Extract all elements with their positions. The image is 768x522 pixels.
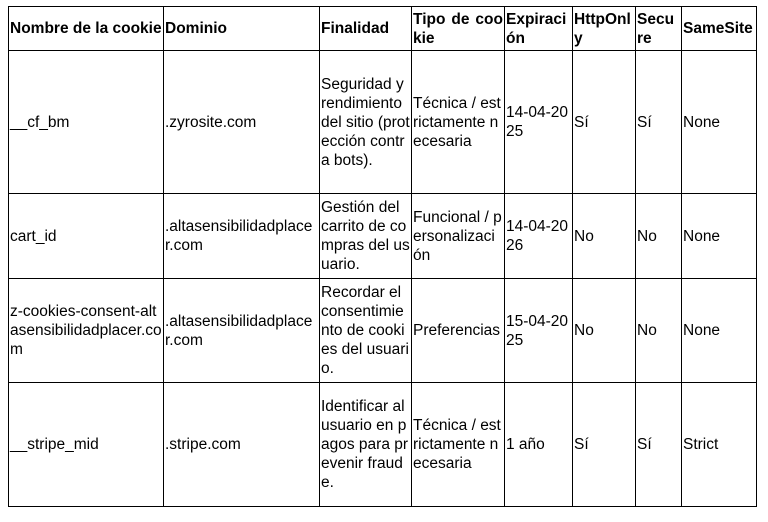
header-domain: Dominio xyxy=(164,7,320,51)
cell-purpose: Recordar el consentimiento de cookies del usuario. xyxy=(320,279,412,383)
cell-secure: No xyxy=(636,194,682,279)
header-cookie-name: Nombre de la cookie xyxy=(9,7,164,51)
table-header-row xyxy=(9,7,757,51)
table-row xyxy=(9,383,757,507)
cell-samesite: None xyxy=(682,279,757,383)
cell-cookie-name: z-cookies-consent-altasensibilidadplacer.com xyxy=(9,279,164,383)
header-expiration: Expiración xyxy=(505,7,573,51)
cell-expiration: 1 año xyxy=(505,383,573,507)
cell-domain: .zyrosite.com xyxy=(164,51,320,194)
cell-expiration: 14-04-2026 xyxy=(505,194,573,279)
cell-cookie-type: Técnica / estrictamente necesaria xyxy=(412,383,505,507)
header-samesite: SameSite xyxy=(682,7,757,51)
cell-domain: .stripe.com xyxy=(164,383,320,507)
cell-secure: No xyxy=(636,279,682,383)
cell-httponly: No xyxy=(573,194,636,279)
cell-cookie-name: __stripe_mid xyxy=(9,383,164,507)
cell-cookie-name: cart_id xyxy=(9,194,164,279)
cell-secure: Sí xyxy=(636,51,682,194)
cell-domain: .altasensibilidadplacer.com xyxy=(164,194,320,279)
cell-purpose: Gestión del carrito de compras del usuario. xyxy=(320,194,412,279)
header-purpose: Finalidad xyxy=(320,7,412,51)
table-row xyxy=(9,194,757,279)
cell-samesite: None xyxy=(682,51,757,194)
cell-cookie-name: __cf_bm xyxy=(9,51,164,194)
cell-expiration: 15-04-2025 xyxy=(505,279,573,383)
table-row xyxy=(9,51,757,194)
cell-samesite: None xyxy=(682,194,757,279)
cell-cookie-type: Preferencias xyxy=(412,279,505,383)
cell-httponly: Sí xyxy=(573,383,636,507)
header-cookie-type: Tipo de cookie xyxy=(412,7,505,51)
header-httponly: HttpOnly xyxy=(573,7,636,51)
cell-httponly: Sí xyxy=(573,51,636,194)
table-row xyxy=(9,279,757,383)
cell-httponly: No xyxy=(573,279,636,383)
cell-expiration: 14-04-2025 xyxy=(505,51,573,194)
cell-samesite: Strict xyxy=(682,383,757,507)
cell-cookie-type: Funcional / personalización xyxy=(412,194,505,279)
cell-domain: .altasensibilidadplacer.com xyxy=(164,279,320,383)
cell-purpose: Identificar al usuario en pagos para prevenir fraude. xyxy=(320,383,412,507)
cell-secure: Sí xyxy=(636,383,682,507)
cookies-table xyxy=(8,6,757,507)
header-secure: Secure xyxy=(636,7,682,51)
cell-purpose: Seguridad y rendimiento del sitio (protección contra bots). xyxy=(320,51,412,194)
cell-cookie-type: Técnica / estrictamente necesaria xyxy=(412,51,505,194)
